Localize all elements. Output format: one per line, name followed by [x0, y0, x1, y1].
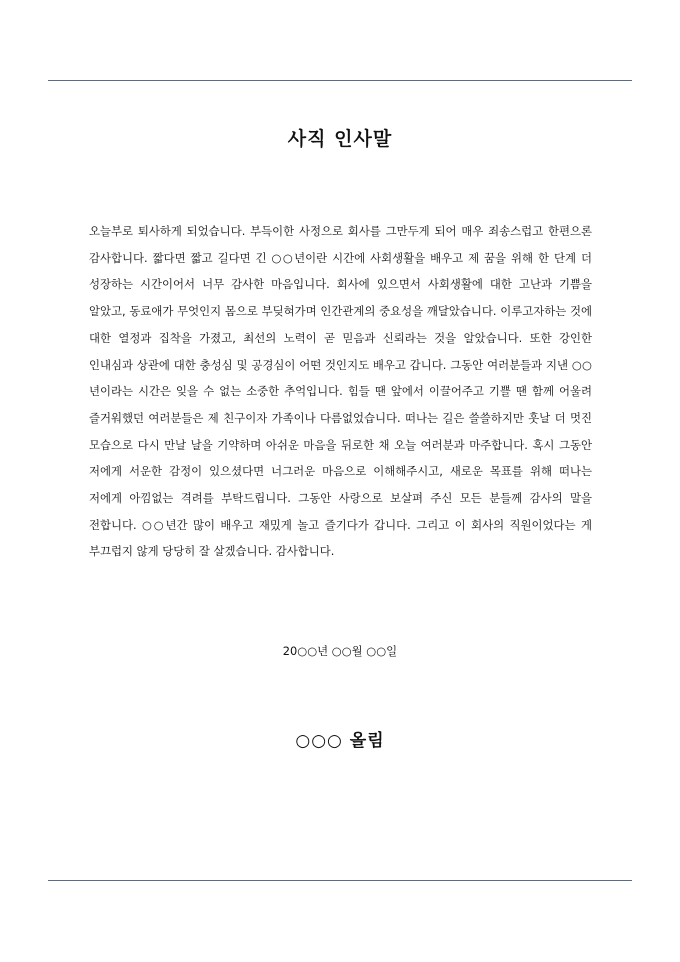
body-paragraph: 오늘부로 퇴사하게 되었습니다. 부득이한 사정으로 회사를 그만두게 되어 매우 죄송스럽고 한편으론 감사합니다. 짧다면 짧고 길다면 긴 ○○년이란 시간에 사회생활을 배우고 제 꿈을 위해 한 단계 더 성장하는 시간이어서 너무 감사한 마음입니다. 회사에 있으면서 사회생활에 대한 고난과 기쁨을 알았고, 동료애가 무엇인지 몸으로 부딪혀가며 인간관계의 중요성을 깨달았습니다. 이루고자하는 것에 대한 열정과 집착을 가졌고, 최선의 노력이 곧 믿음과 신뢰라는 것을 알았습니다. 또한 강인한 인내심과 상관에 대한 충성심 및 공경심이 어떤 것인지도 배우고 갑니다. 그동안 여러분들과 지낸 ○○년이라는 시간은 잊을 수 없는 소중한 추억입니다. 힘들 땐 앞에서 이끌어주고 기쁠 땐 함께 어울려 즐거워했던 여러분들은 제 친구이자 가족이나 다름없었습니다. 떠나는 길은 쓸쓸하지만 훗날 더 멋진 모습으로 다시 만날 날을 기약하며 아쉬운 마음을 뒤로한 채 오늘 여러분과 마주합니다. 혹시 그동안 저에게 서운한 감정이 있으셨다면 너그러운 마음으로 이해해주시고, 새로운 목표를 위해 떠나는 저에게 아낌없는 격려를 부탁드립니다. 그동안 사랑으로 보살펴 주신 모든 분들께 감사의 말을 전합니다. ○○년간 많이 배우고 재밌게 놀고 즐기다가 갑니다. 그리고 이 회사의 직원이었다는 게 부끄럽지 않게 당당히 잘 살겠습니다. 감사합니다.	[89, 224, 592, 559]
date-line: 20○○년 ○○월 ○○일	[282, 644, 398, 658]
signature-line: ○○○ 올림	[295, 731, 385, 751]
top-divider	[48, 80, 632, 81]
bottom-divider	[48, 880, 632, 881]
document-title: 사직 인사말	[287, 128, 393, 150]
